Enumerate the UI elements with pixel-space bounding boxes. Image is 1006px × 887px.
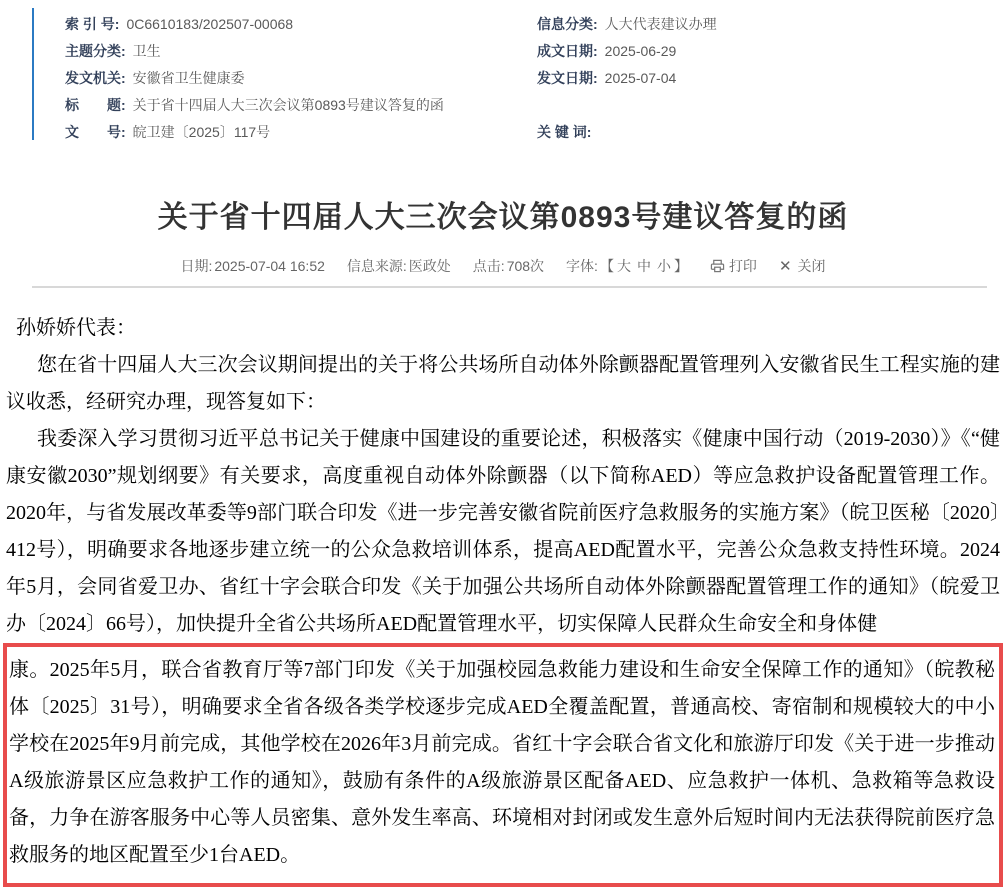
info-source xyxy=(347,256,451,276)
date-label: 日期: xyxy=(180,258,213,274)
metadata-accent-bar xyxy=(32,8,34,140)
meta-label: 索 引 号: xyxy=(65,15,120,32)
hits-label: 点击: xyxy=(472,258,505,274)
meta-field-info-category xyxy=(537,14,1006,34)
font-size-small-button[interactable]: 小 xyxy=(656,258,671,274)
meta-field-keywords xyxy=(537,122,1006,142)
meta-label: 信息分类: xyxy=(537,15,598,32)
metadata-row xyxy=(65,64,1006,91)
meta-value: 0C6610183/202507-00068 xyxy=(126,15,294,32)
highlight-box xyxy=(3,643,1003,887)
printer-icon xyxy=(710,259,725,273)
font-label: 字体: xyxy=(566,258,598,274)
font-size-medium-button[interactable]: 中 xyxy=(636,258,651,274)
meta-label: 发文日期: xyxy=(537,69,598,86)
close-icon: ✕ xyxy=(778,257,792,275)
close-label: 关闭 xyxy=(797,258,826,274)
document-metadata xyxy=(0,0,1006,152)
article-body xyxy=(0,288,1006,887)
meta-value: 安徽省卫生健康委 xyxy=(132,69,245,86)
hit-counter xyxy=(473,256,544,276)
salutation-paragraph: 孙娇娇代表： xyxy=(16,317,136,339)
meta-label: 文 号: xyxy=(65,123,126,140)
font-bracket-open: 【 xyxy=(599,258,614,274)
meta-field-doc-number xyxy=(65,122,537,142)
print-button[interactable] xyxy=(710,256,757,276)
metadata-row xyxy=(65,91,1006,118)
publish-datetime xyxy=(180,256,324,276)
metadata-row xyxy=(65,37,1006,64)
meta-label: 标 题: xyxy=(65,96,126,113)
meta-value: 关于省十四届人大三次会议第0893号建议答复的函 xyxy=(132,96,444,113)
meta-value: 2025-06-29 xyxy=(604,42,677,59)
page-title: 关于省十四届人大三次会议第0893号建议答复的函 xyxy=(157,201,849,234)
source-value: 医政处 xyxy=(408,258,451,274)
font-bracket-close: 】 xyxy=(673,258,688,274)
meta-label: 主题分类: xyxy=(65,42,126,59)
meta-value: 卫生 xyxy=(132,42,161,59)
metadata-row xyxy=(65,10,1006,37)
font-size-large-button[interactable]: 大 xyxy=(616,258,631,274)
meta-field-doc-title xyxy=(65,95,537,115)
meta-label: 关 键 词: xyxy=(537,123,592,140)
meta-field-index-number xyxy=(65,14,537,34)
metadata-row xyxy=(65,118,1006,145)
meta-value: 人大代表建议办理 xyxy=(604,15,717,32)
print-label: 打印 xyxy=(728,258,757,274)
meta-value: 皖卫建〔2025〕117号 xyxy=(132,123,271,140)
main-paragraph: 我委深入学习贯彻习近平总书记关于健康中国建设的重要论述，积极落实《健康中国行动（2019-2030）》《“健康安徽2030”规划纲要》有关要求，高度重视自动体外除颤器（以下简称AED）等应急救护设备配置管理工作。2020年，与省发展改革委等9部门联合印发《进一步完善安徽省院前医疗急救服务的实施方案》（皖卫医秘〔2020〕412号），明确要求各地逐步建立统一的公众急救培训体系，提高AED配置水平，完善公众急救支持性环境。2024年5月，会同省爱卫办、省红十字会联合印发《关于加强公共场所自动体外除颤器配置管理工作的通知》（皖爱卫办〔2024〕66号），加快提升全省公共场所AED配置管理水平，切实保障人民群众生命安全和身体健 xyxy=(6,428,1000,635)
meta-field-written-date xyxy=(537,41,1006,61)
intro-paragraph: 您在省十四届人大三次会议期间提出的关于将公共场所自动体外除颤器配置管理列入安徽省民生工程实施的建议收悉，经研究办理，现答复如下： xyxy=(6,354,1000,413)
meta-label: 成文日期: xyxy=(537,42,598,59)
meta-label: 发文机关: xyxy=(65,69,126,86)
meta-field-issue-date xyxy=(537,68,1006,88)
date-value: 2025-07-04 16:52 xyxy=(214,258,325,274)
meta-value: 2025-07-04 xyxy=(604,69,677,86)
meta-field-issuing-agency xyxy=(65,68,537,88)
source-label: 信息来源: xyxy=(346,258,407,274)
hits-value: 708次 xyxy=(506,258,545,274)
meta-field-subject-category xyxy=(65,41,537,61)
close-button[interactable] xyxy=(779,256,826,276)
highlighted-paragraph: 康。2025年5月，联合省教育厅等7部门印发《关于加强校园急救能力建设和生命安全保障工作的通知》（皖教秘体〔2025〕31号），明确要求全省各级各类学校逐步完成AED全覆盖配置，普通高校、寄宿制和规模较大的中小学校在2025年9月前完成，其他学校在2026年3月前完成。省红十字会联合省文化和旅游厅印发《关于进一步推动A级旅游景区应急救护工作的通知》，鼓励有条件的A级旅游景区配备AED、应急救护一体机、急救箱等急救设备，力争在游客服务中心等人员密集、意外发生率高、环境相对封闭或发生意外后短时间内无法获得院前医疗急救服务的地区配置至少1台AED。 xyxy=(9,659,995,866)
article-meta-bar xyxy=(0,256,1006,276)
font-size-control xyxy=(566,256,688,276)
